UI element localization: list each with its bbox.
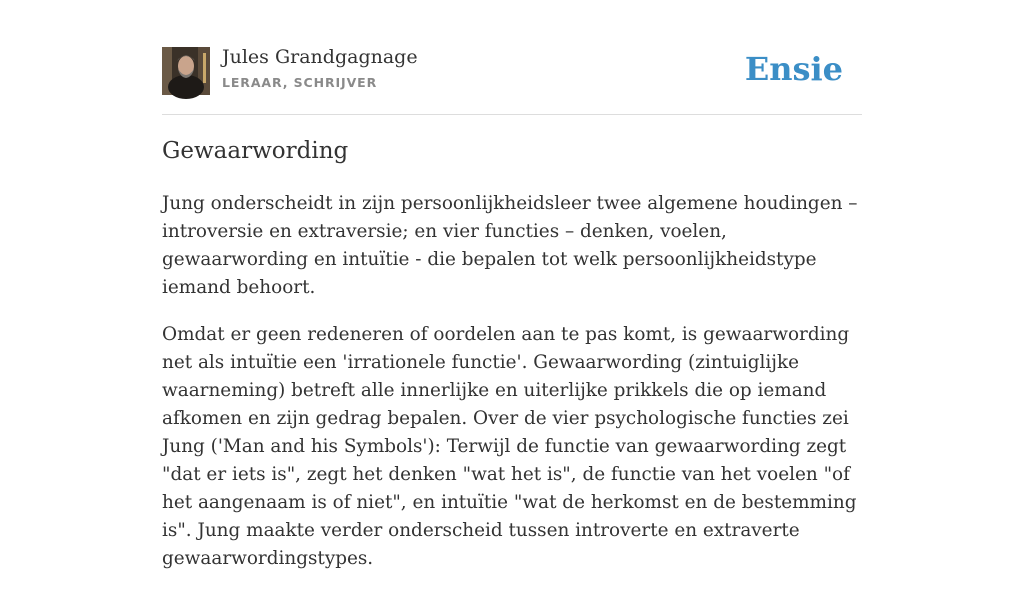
article-paragraph: Jung onderscheidt in zijn persoonlijkheidsleer twee algemene houdingen – introversie en extraversie; en vier functies – denken, voelen, gewaarwording en intuïtie - die bepalen tot welk persoonlijkheidstype iemand behoort. (162, 193, 858, 298)
author-header (162, 44, 862, 115)
author-name[interactable]: Jules Grandgagnage (222, 46, 418, 68)
article-body (162, 190, 862, 592)
article-page (162, 0, 862, 569)
article-title: Gewaarwording (162, 138, 349, 164)
ensie-logo[interactable]: Ensie (744, 50, 843, 88)
avatar-photo-icon (162, 47, 210, 95)
article-paragraph: Omdat er geen redeneren of oordelen aan te pas komt, is gewaarwording net als intuïtie een 'irrationele functie'. Gewaarwording (zintuiglijke waarneming) betreft alle innerlijke en uiterlijke prikkels die op iemand afkomen en zijn gedrag bepalen. Over de vier psychologische functies zei Jung ('Man and his Symbols'): Terwijl de functie van gewaarwording zegt "dat er iets is", zegt het denken "wat het is", de functie van het voelen "of het aangenaam is of niet", en intuïtie "wat de herkomst en de bestemming is". Jung maakte verder onderscheid tussen introverte en extraverte gewaarwordingstypes. (162, 324, 857, 569)
author-role: LERAAR, SCHRIJVER (222, 75, 378, 90)
avatar[interactable] (162, 47, 210, 95)
